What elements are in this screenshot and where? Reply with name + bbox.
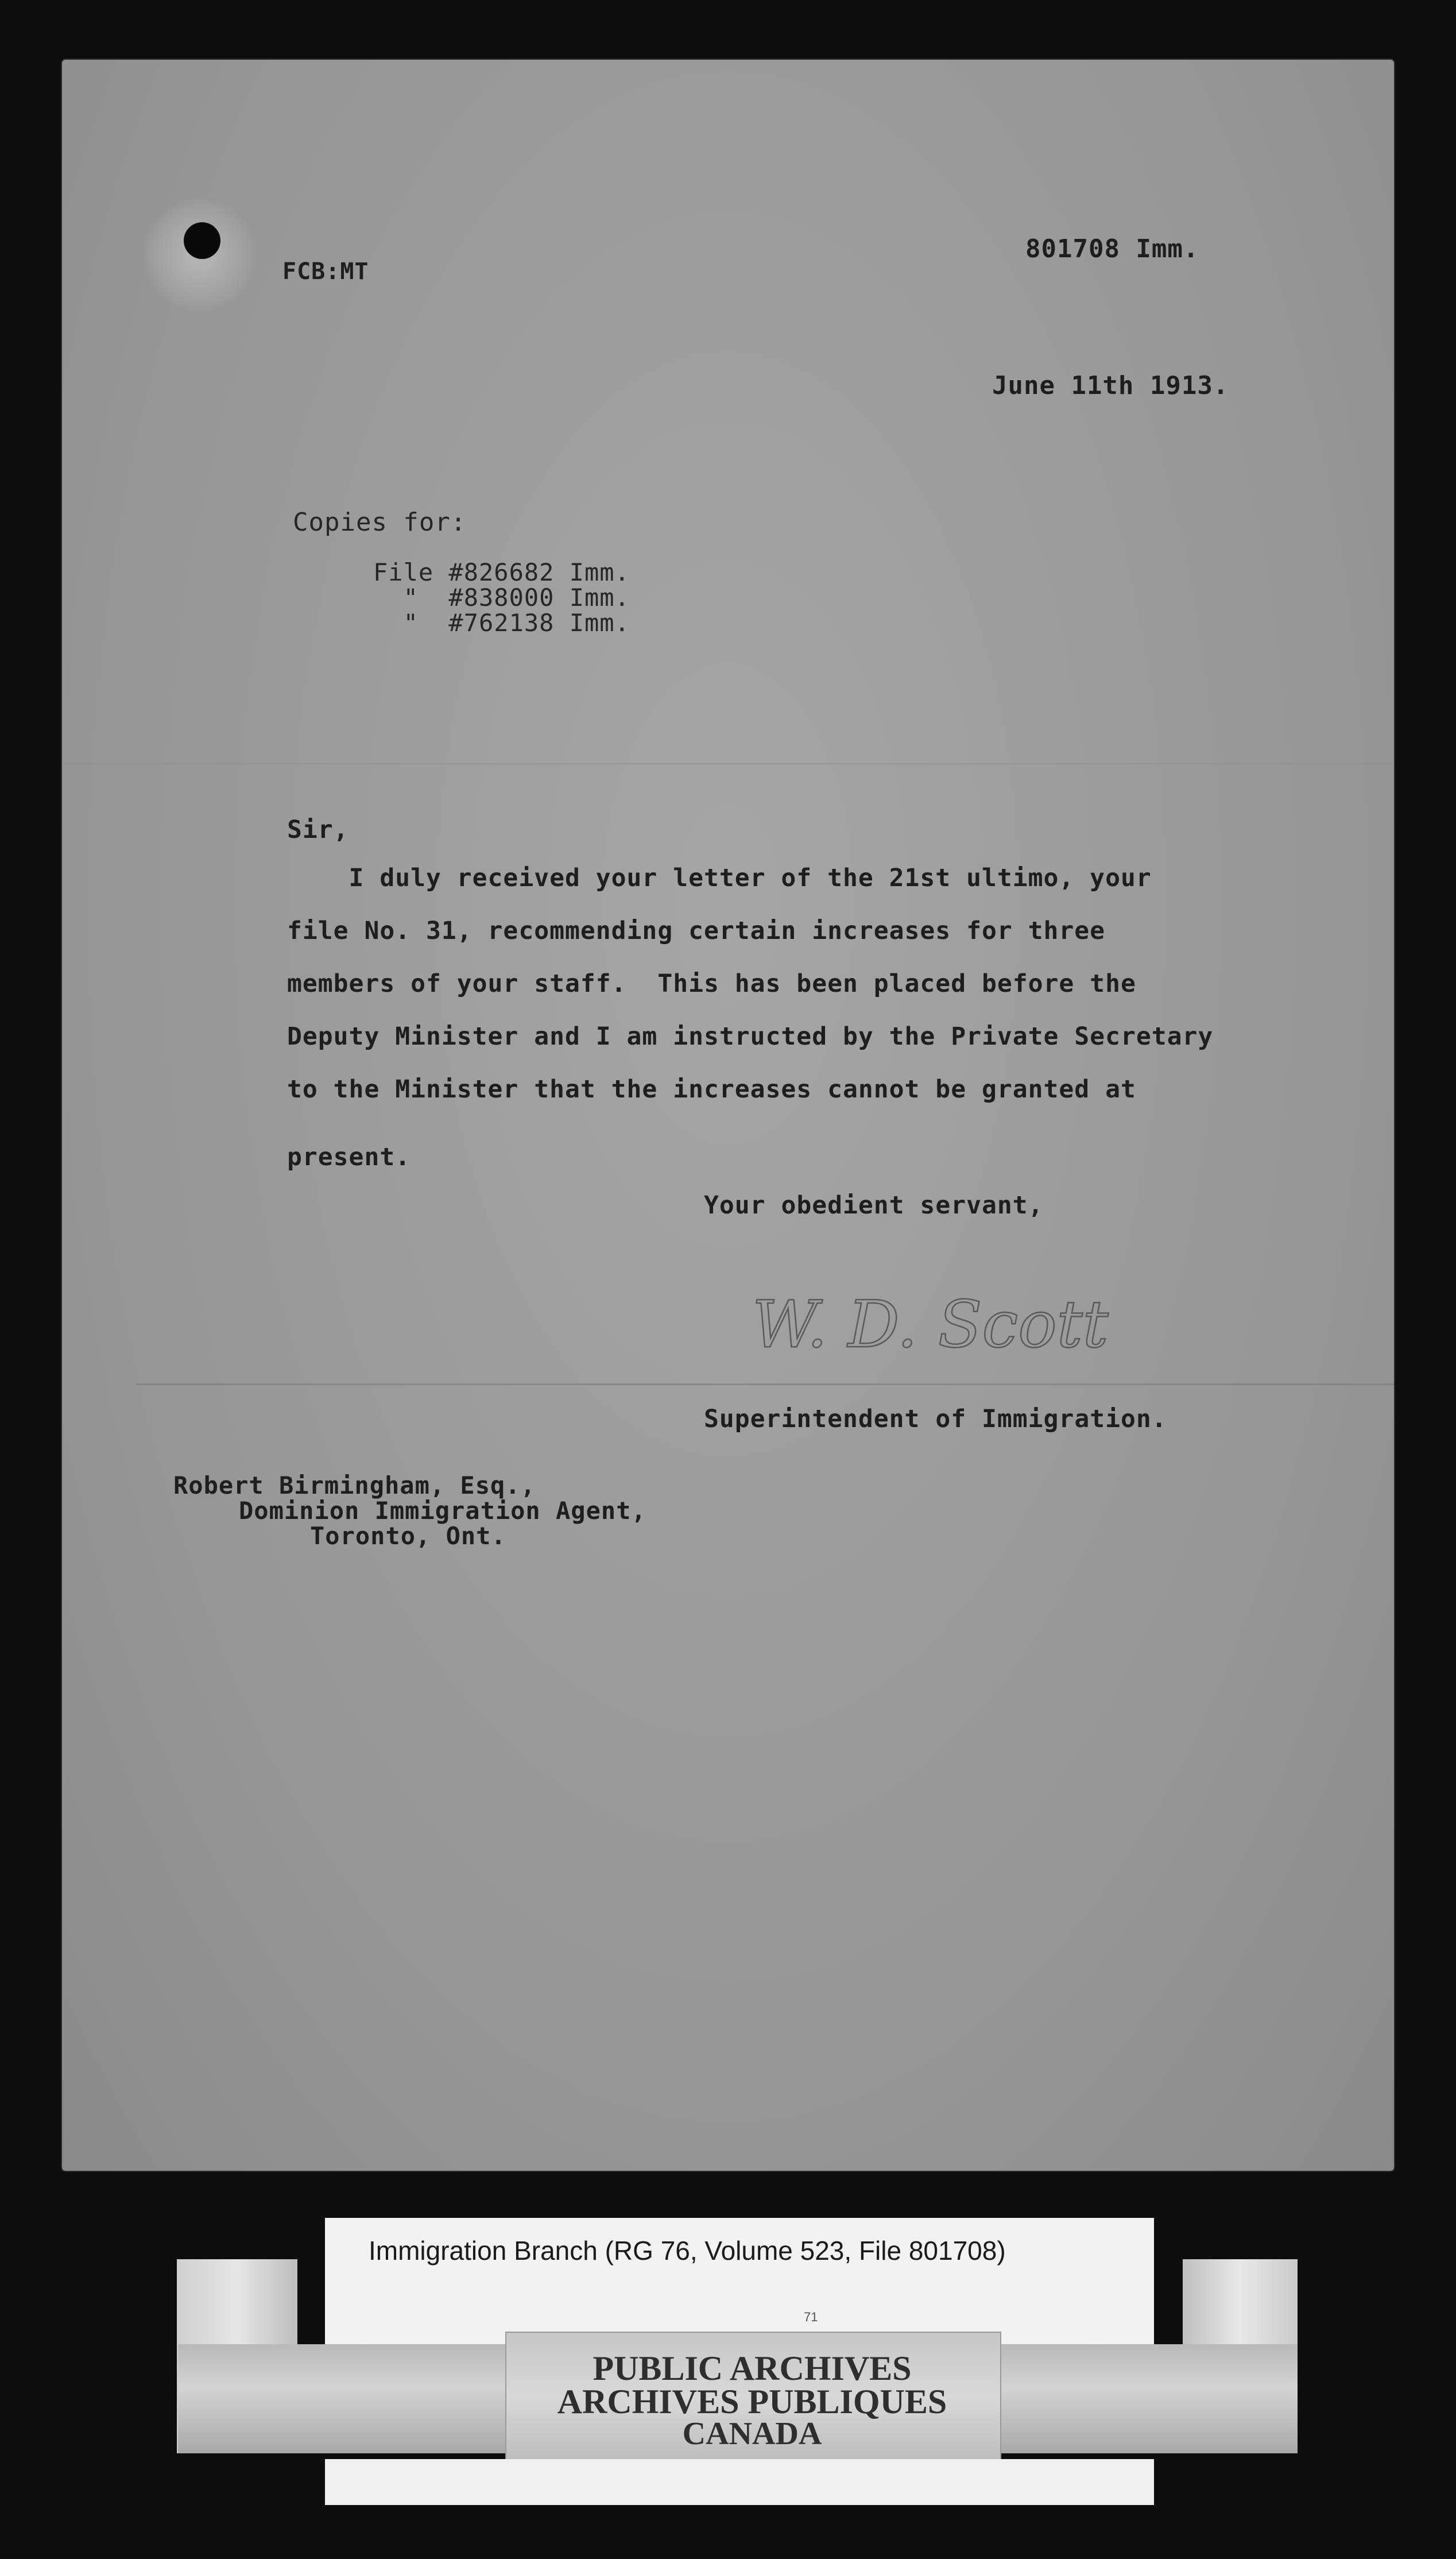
- reference-initials: FCB:MT: [282, 258, 369, 285]
- file-number: 801708 Imm.: [1025, 234, 1199, 264]
- archive-label-bottom: [325, 2459, 1154, 2505]
- addressee-line-2: Dominion Immigration Agent,: [239, 1497, 646, 1525]
- body-line-5: to the Minister that the increases cannot be granted at: [287, 1075, 1136, 1104]
- body-line-4: Deputy Minister and I am instructed by the Private Secretary: [287, 1022, 1214, 1051]
- body-line-6: present.: [287, 1143, 411, 1172]
- stamp-line-1: PUBLIC ARCHIVES: [593, 2349, 912, 2387]
- stamp-line-3: CANADA: [682, 2416, 822, 2452]
- archive-citation: Immigration Branch (RG 76, Volume 523, File 801708): [369, 2236, 1006, 2266]
- copies-line-3: " #762138 Imm.: [373, 609, 630, 637]
- copies-line-2: " #838000 Imm.: [373, 583, 630, 612]
- body-line-1: I duly received your letter of the 21st ultimo, your: [287, 864, 1152, 892]
- closing: Your obedient servant,: [704, 1191, 1044, 1220]
- punch-hole: [184, 222, 220, 259]
- page-fold-upper: [62, 763, 1394, 764]
- addressee-line-3: Toronto, Ont.: [310, 1522, 506, 1550]
- addressee-line-1: Robert Birmingham, Esq.,: [173, 1471, 536, 1499]
- letter-date: June 11th 1913.: [992, 371, 1229, 400]
- signature: [741, 1286, 1114, 1367]
- copies-heading: Copies for:: [293, 508, 467, 537]
- archive-mark: 71: [804, 2310, 818, 2324]
- salutation: Sir,: [287, 815, 349, 844]
- stamp-line-2: ARCHIVES PUBLIQUES: [557, 2383, 947, 2421]
- copies-line-1: File #826682 Imm.: [373, 558, 630, 586]
- svg-text:W. D. Scott: W. D. Scott: [752, 1288, 1109, 1362]
- page-fold-lower: [137, 1383, 1394, 1385]
- signatory-title: Superintendent of Immigration.: [704, 1405, 1167, 1433]
- body-line-3: members of your staff. This has been placed before the: [287, 969, 1136, 998]
- body-line-2: file No. 31, recommending certain increases for three: [287, 917, 1106, 945]
